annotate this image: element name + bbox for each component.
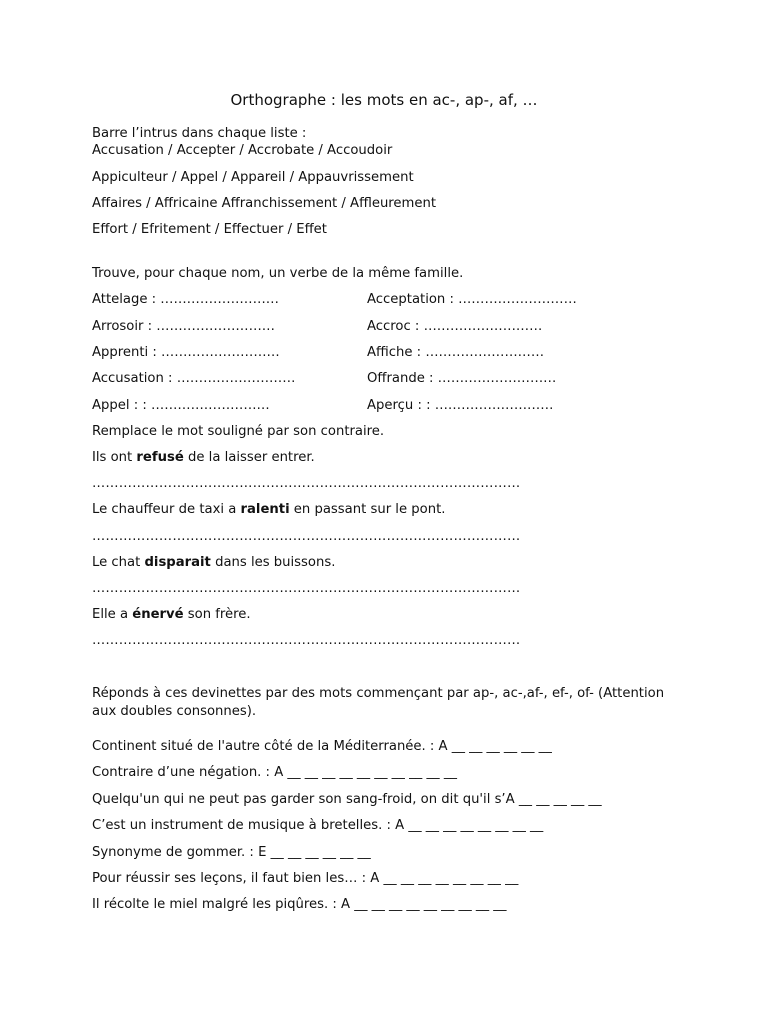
noun-attelage: Attelage : ……………………… — [92, 292, 279, 307]
sentence-text: Le chauffeur de taxi a — [92, 502, 241, 517]
sentence-text: Ils ont — [92, 450, 137, 465]
riddle-6: Pour réussir ses leçons, il faut bien les… : A __ __ __ __ __ __ __ __ — [92, 871, 519, 886]
page-title: Orthographe : les mots en ac-, ap-, af, … — [230, 91, 538, 109]
noun-acceptation: Acceptation : ……………………… — [367, 292, 577, 307]
noun-apercu: Aperçu : : ……………………… — [367, 398, 554, 413]
sentence-text: de la laisser entrer. — [183, 450, 315, 465]
riddle-1: Continent situé de l'autre côté de la Méditerranée. : A __ __ __ __ __ __ — [92, 739, 552, 754]
riddle-4: C’est un instrument de musique à bretelles. : A __ __ __ __ __ __ __ __ — [92, 818, 544, 833]
riddle-3: Quelqu'un qui ne peut pas garder son sang-froid, on dit qu'il s’A __ __ __ __ __ — [92, 792, 602, 807]
noun-appel: Appel : : ……………………… — [92, 398, 270, 413]
target-word: énervé — [132, 607, 184, 622]
sentence-text: son frère. — [183, 607, 251, 622]
answer-line-2: …………………………………………………………………………………… — [92, 529, 521, 544]
target-word: refusé — [136, 450, 184, 465]
exercise1-instruction: Barre l’intrus dans chaque liste : — [92, 126, 307, 141]
intrus-list-3: Affaires / Affricaine Affranchissement / Affleurement — [92, 196, 437, 211]
intrus-list-1: Accusation / Accepter / Accrobate / Accoudoir — [92, 143, 393, 158]
answer-line-1: …………………………………………………………………………………… — [92, 476, 521, 491]
antonym-sentence-2 — [92, 501, 445, 519]
noun-accusation: Accusation : ……………………… — [92, 371, 296, 386]
target-word: disparait — [144, 555, 211, 570]
noun-arrosoir: Arrosoir : ……………………… — [92, 319, 275, 334]
antonym-sentence-3 — [92, 554, 335, 572]
target-word: ralenti — [240, 502, 290, 517]
riddle-2: Contraire d’une négation. : A __ __ __ __ __ __ __ __ __ __ — [92, 765, 458, 780]
intrus-list-4: Effort / Efritement / Effectuer / Effet — [92, 222, 327, 237]
sentence-text: Elle a — [92, 607, 133, 622]
riddle-5: Synonyme de gommer. : E __ __ __ __ __ __ — [92, 845, 371, 860]
noun-offrande: Offrande : ……………………… — [367, 371, 557, 386]
sentence-text: dans les buissons. — [210, 555, 336, 570]
antonym-sentence-4 — [92, 606, 251, 624]
sentence-text: en passant sur le pont. — [289, 502, 446, 517]
exercise4-instruction: Réponds à ces devinettes par des mots commençant par ap-, ac-,af-, ef-, of- (Attention aux doubles consonnes). — [92, 686, 665, 719]
noun-accroc: Accroc : ……………………… — [367, 319, 543, 334]
riddle-7: Il récolte le miel malgré les piqûres. : A __ __ __ __ __ __ __ __ __ — [92, 897, 507, 912]
intrus-list-2: Appiculteur / Appel / Appareil / Appauvrissement — [92, 170, 414, 185]
noun-affiche: Affiche : ……………………… — [367, 345, 545, 360]
sentence-text: Le chat — [92, 555, 145, 570]
answer-line-3: …………………………………………………………………………………… — [92, 581, 521, 596]
exercise2-instruction: Trouve, pour chaque nom, un verbe de la même famille. — [92, 266, 464, 281]
antonym-sentence-1 — [92, 449, 315, 467]
answer-line-4: …………………………………………………………………………………… — [92, 633, 521, 648]
exercise3-instruction: Remplace le mot souligné par son contraire. — [92, 424, 385, 439]
noun-apprenti: Apprenti : ……………………… — [92, 345, 280, 360]
